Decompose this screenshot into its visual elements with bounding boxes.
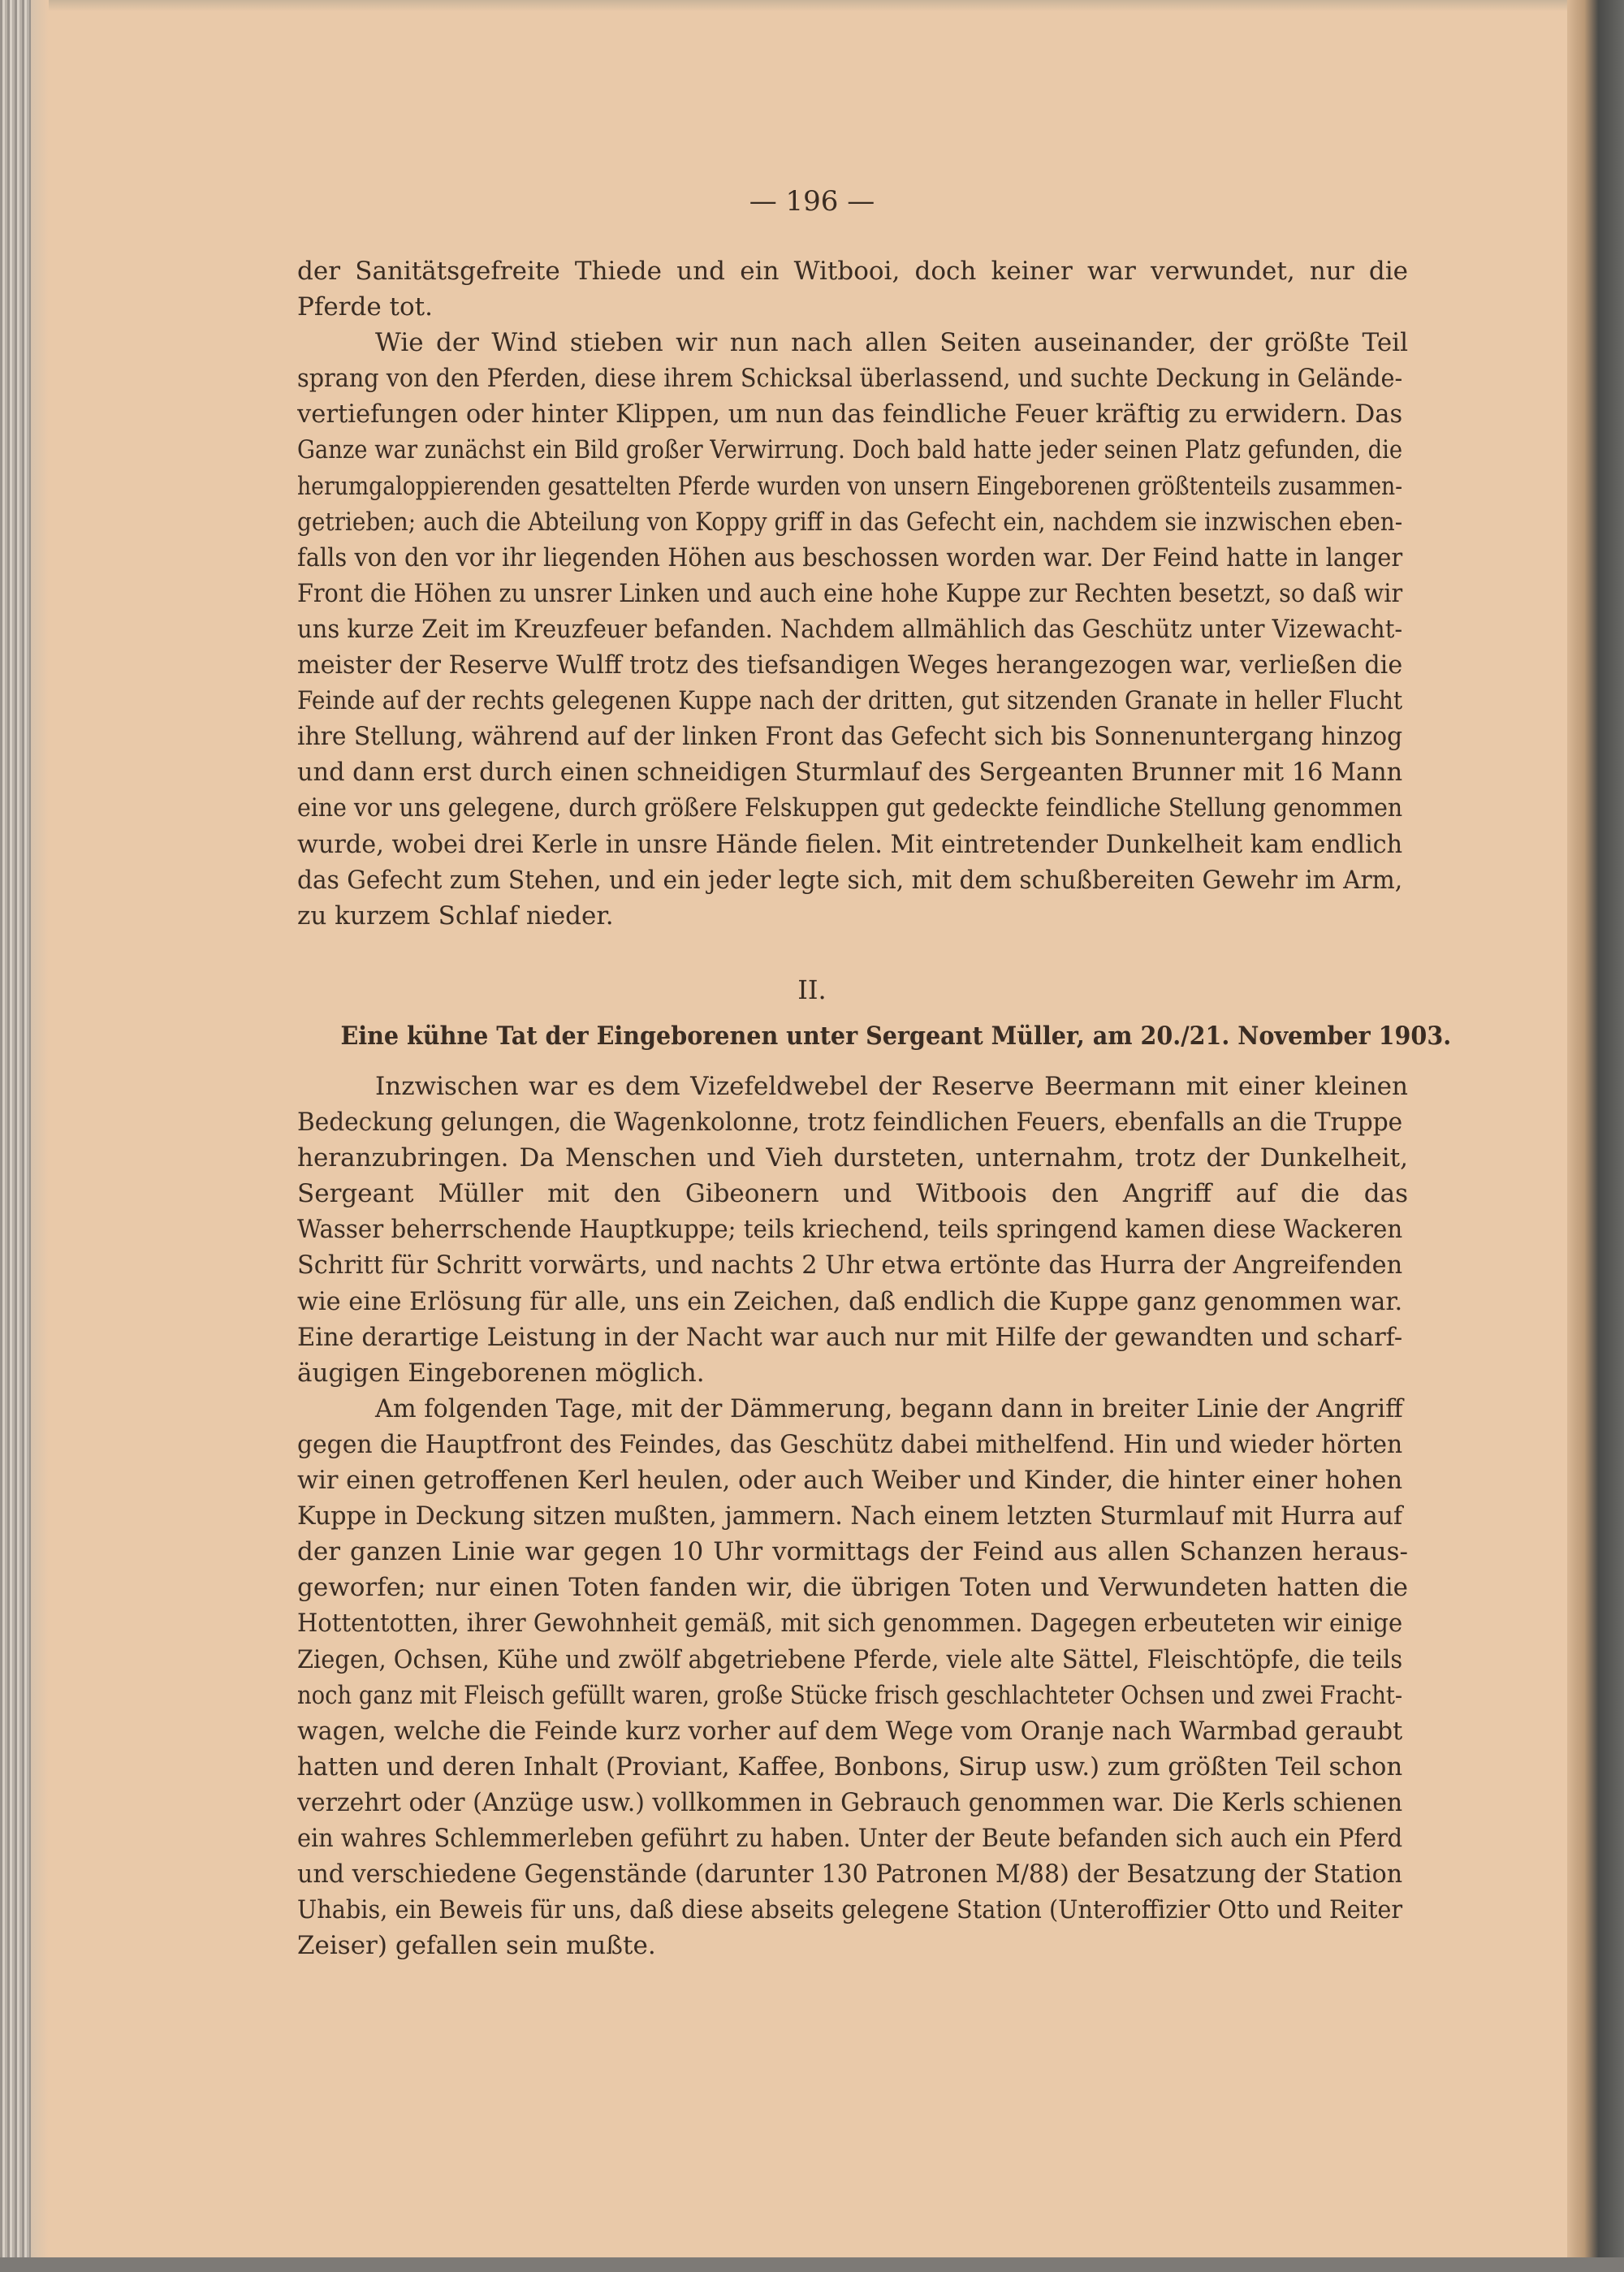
text-line bbox=[297, 1821, 1408, 1856]
text-line bbox=[297, 1749, 1408, 1785]
text-line bbox=[297, 647, 1408, 683]
text-line-content: heranzubringen. Da Menschen und Vieh dursteten, unternahm, trotz der Dunkelheit, bbox=[297, 1143, 1408, 1173]
text-line bbox=[297, 719, 1408, 754]
text-line bbox=[297, 1462, 1408, 1498]
text-line-content: Zeiser) gefallen sein mußte. bbox=[297, 1931, 656, 1961]
text-line-content: Kuppe in Deckung sitzen mußten, jammern. Nach einem letzten Sturmlauf mit Hurra auf bbox=[297, 1501, 1403, 1531]
text-line bbox=[297, 1355, 1408, 1391]
text-line bbox=[297, 1140, 1408, 1176]
text-line-content: und verschiedene Gegenstände (darunter 130 Patronen M/88) der Besatzung der Station bbox=[297, 1859, 1403, 1890]
text-line bbox=[297, 1176, 1408, 1212]
text-line-content: Sergeant Müller mit den Gibeonern und Witboois den Angriff auf die das bbox=[297, 1179, 1408, 1209]
text-line-content: Inzwischen war es dem Vizefeldwebel der Reserve Beermann mit einer kleinen bbox=[375, 1072, 1408, 1101]
text-line-content: Uhabis, ein Beweis für uns, daß diese abseits gelegene Station (Unteroffizier Otto und Reiter bbox=[297, 1895, 1403, 1925]
text-line bbox=[297, 469, 1408, 504]
text-line bbox=[297, 1284, 1408, 1320]
text-line bbox=[297, 898, 1408, 934]
text-line bbox=[297, 1069, 1408, 1104]
text-line bbox=[297, 1534, 1408, 1570]
text-line-content: Eine derartige Leistung in der Nacht war auch nur mit Hilfe der gewandten und scharf- bbox=[297, 1322, 1403, 1352]
text-line bbox=[297, 540, 1408, 576]
text-line bbox=[297, 1678, 1408, 1713]
text-line bbox=[297, 1320, 1408, 1355]
text-line-content: hatten und deren Inhalt (Proviant, Kaffee, Bonbons, Sirup usw.) zum größten Teil schon bbox=[297, 1752, 1403, 1782]
text-line-content: der ganzen Linie war gegen 10 Uhr vormittags der Feind aus allen Schanzen heraus- bbox=[297, 1537, 1408, 1567]
text-line-content: Wie der Wind stieben wir nun nach allen Seiten auseinander, der größte Teil bbox=[375, 328, 1408, 358]
text-line bbox=[297, 827, 1408, 862]
text-line bbox=[297, 1713, 1408, 1749]
text-line bbox=[297, 1785, 1408, 1821]
text-line-content: meister der Reserve Wulff trotz des tiefsandigen Weges herangezogen war, verließen die bbox=[297, 650, 1403, 680]
page-gutter-shadow bbox=[31, 0, 49, 2272]
text-line-content: der Sanitätsgefreite Thiede und ein Witbooi, doch keiner war verwundet, nur die bbox=[297, 257, 1408, 286]
text-line-content: Hottentotten, ihrer Gewohnheit gemäß, mit sich genommen. Dagegen erbeuteten wir einige bbox=[297, 1609, 1403, 1639]
text-line-content: Wasser beherrschende Hauptkuppe; teils kriechend, teils springend kamen diese Wackeren bbox=[297, 1215, 1403, 1245]
text-line-content: wagen, welche die Feinde kurz vorher auf dem Wege vom Oranje nach Warmbad geraubt bbox=[297, 1716, 1403, 1746]
text-line bbox=[297, 325, 1408, 361]
text-line bbox=[297, 1928, 1408, 1963]
text-line bbox=[297, 253, 1408, 289]
text-line-content: Am folgenden Tage, mit der Dämmerung, begann dann in breiter Linie der Angriff bbox=[375, 1393, 1403, 1423]
text-line bbox=[297, 790, 1408, 826]
text-line-content: wir einen getroffenen Kerl heulen, oder auch Weiber und Kinder, die hinter einer hohen bbox=[297, 1466, 1403, 1496]
text-line-content: geworfen; nur einen Toten fanden wir, die übrigen Toten und Verwundeten hatten die bbox=[297, 1573, 1408, 1603]
text-line bbox=[297, 1212, 1408, 1247]
text-block-before bbox=[297, 253, 1408, 934]
text-line bbox=[297, 289, 1408, 325]
text-line-content: Pferde tot. bbox=[297, 292, 433, 322]
text-line-content: äugigen Eingeborenen möglich. bbox=[297, 1358, 705, 1388]
text-line bbox=[297, 754, 1408, 790]
text-line bbox=[297, 1391, 1408, 1427]
book-page-edges bbox=[0, 0, 31, 2272]
text-line bbox=[297, 683, 1408, 719]
text-line-content: herumgaloppierenden gesattelten Pferde wurden von unsern Eingeborenen größtenteils zusammen- bbox=[297, 471, 1403, 501]
text-line bbox=[297, 1427, 1408, 1462]
text-line-content: getrieben; auch die Abteilung von Koppy griff in das Gefecht ein, nachdem sie inzwischen eben- bbox=[297, 507, 1403, 537]
text-line bbox=[297, 1570, 1408, 1605]
text-line-content: Ziegen, Ochsen, Kühe und zwölf abgetriebene Pferde, viele alte Sättel, Fleischtöpfe, die teils bbox=[297, 1644, 1403, 1674]
text-line-content: falls von den vor ihr liegenden Höhen aus beschossen worden war. Der Feind hatte in langer bbox=[297, 542, 1403, 572]
text-line-content: uns kurze Zeit im Kreuzfeuer befanden. Nachdem allmählich das Geschütz unter Vizewacht- bbox=[297, 614, 1403, 644]
text-block-after bbox=[297, 1069, 1408, 1963]
text-line-content: Bedeckung gelungen, die Wagenkolonne, trotz feindlichen Feuers, ebenfalls an die Truppe bbox=[297, 1108, 1403, 1138]
text-line-content: Front die Höhen zu unsrer Linken und auch eine hohe Kuppe zur Rechten besetzt, so daß wir bbox=[297, 578, 1403, 608]
text-line-content: wie eine Erlösung für alle, uns ein Zeichen, daß endlich die Kuppe ganz genommen war. bbox=[297, 1286, 1403, 1316]
text-line bbox=[297, 1642, 1408, 1678]
text-line bbox=[297, 1856, 1408, 1892]
text-line-content: ein wahres Schlemmerleben geführt zu haben. Unter der Beute befanden sich auch ein Pferd bbox=[297, 1823, 1403, 1853]
text-line bbox=[297, 504, 1408, 540]
section-number: II. bbox=[797, 974, 827, 1005]
text-line bbox=[297, 576, 1408, 611]
text-line-content: sprang von den Pferden, diese ihrem Schicksal überlassend, und suchte Deckung in Gelände- bbox=[297, 364, 1403, 394]
text-line-content: wurde, wobei drei Kerle in unsre Hände fielen. Mit eintretender Dunkelheit kam endlich bbox=[297, 829, 1403, 859]
scan-bottom-strip bbox=[0, 2257, 1624, 2272]
text-line-content: zu kurzem Schlaf nieder. bbox=[297, 901, 614, 931]
page-top-edge bbox=[49, 0, 1567, 11]
page-number: — 196 — bbox=[749, 185, 875, 218]
text-line-content: ihre Stellung, während auf der linken Front das Gefecht sich bis Sonnenuntergang hinzog bbox=[297, 722, 1403, 752]
text-line bbox=[297, 611, 1408, 647]
text-line bbox=[297, 432, 1408, 468]
text-line bbox=[297, 1498, 1408, 1534]
text-line bbox=[297, 1605, 1408, 1641]
text-line bbox=[297, 396, 1408, 432]
text-line-content: das Gefecht zum Stehen, und ein jeder legte sich, mit dem schußbereiten Gewehr im Arm, bbox=[297, 865, 1403, 895]
text-line-content: Schritt für Schritt vorwärts, und nachts 2 Uhr etwa ertönte das Hurra der Angreifenden bbox=[297, 1250, 1403, 1281]
text-line-content: Ganze war zunächst ein Bild großer Verwirrung. Doch bald hatte jeder seinen Platz gefunden, die bbox=[297, 435, 1403, 465]
text-line-content: gegen die Hauptfront des Feindes, das Geschütz dabei mithelfend. Hin und wieder hörten bbox=[297, 1429, 1403, 1459]
book-spine-edge bbox=[1567, 0, 1624, 2272]
text-line-content: Feinde auf der rechts gelegenen Kuppe nach der dritten, gut sitzenden Granate in heller Flucht bbox=[297, 686, 1403, 716]
text-line bbox=[297, 1892, 1408, 1928]
text-line bbox=[297, 1104, 1408, 1140]
text-line bbox=[297, 862, 1408, 898]
text-line-content: vertiefungen oder hinter Klippen, um nun das feindliche Feuer kräftig zu erwidern. Das bbox=[297, 400, 1403, 430]
text-line-content: und dann erst durch einen schneidigen Sturmlauf des Sergeanten Brunner mit 16 Mann bbox=[297, 758, 1403, 788]
section-heading: Eine kühne Tat der Eingeborenen unter Sergeant Müller, am 20./21. November 1903. bbox=[340, 1022, 1452, 1051]
text-line-content: eine vor uns gelegene, durch größere Felskuppen gut gedeckte feindliche Stellung genommen bbox=[297, 793, 1403, 823]
text-line-content: verzehrt oder (Anzüge usw.) vollkommen in Gebrauch genommen war. Die Kerls schienen bbox=[297, 1787, 1403, 1817]
text-line bbox=[297, 361, 1408, 396]
text-line-content: noch ganz mit Fleisch gefüllt waren, große Stücke frisch geschlachteter Ochsen und zwei Fracht- bbox=[297, 1680, 1403, 1710]
text-line bbox=[297, 1247, 1408, 1283]
